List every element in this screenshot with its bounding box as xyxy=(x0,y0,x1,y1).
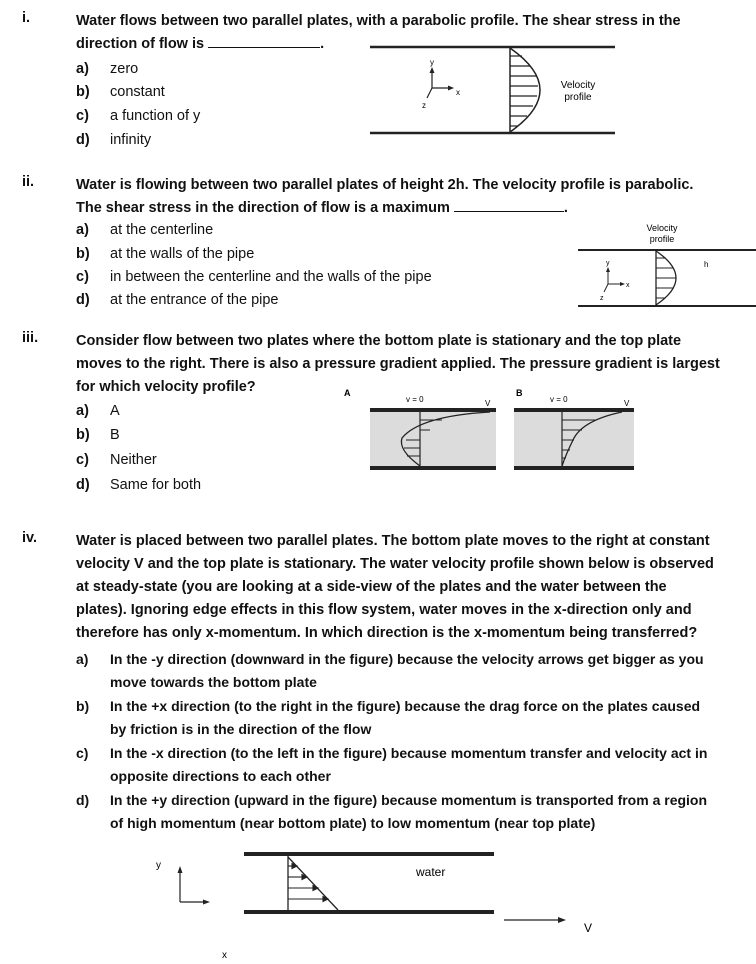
option-a[interactable]: a) zero xyxy=(76,61,139,77)
axes-icon xyxy=(422,58,460,110)
svg-text:y: y xyxy=(606,260,610,267)
option-c[interactable]: c) a function of y xyxy=(76,108,201,124)
parabolic-profile-figure-2 xyxy=(578,222,756,312)
bottom-plate xyxy=(514,466,634,470)
parabolic-profile-curve xyxy=(510,48,540,132)
option-c[interactable]: c) Neither xyxy=(76,452,157,468)
option-b[interactable]: b) at the walls of the pipe xyxy=(76,246,255,262)
question-stem-line: moves to the right. There is also a pressure gradient applied. The pressure gradient is largest xyxy=(76,356,720,372)
svg-text:z: z xyxy=(600,295,604,302)
option-a[interactable]: a) at the centerline xyxy=(76,222,214,238)
svg-text:y: y xyxy=(430,58,434,67)
profile-figure-a xyxy=(340,386,500,486)
answer-blank xyxy=(454,197,564,212)
top-plate xyxy=(514,408,634,412)
question-stem-line: at steady-state (you are looking at a side-view of the plates and the water between the xyxy=(76,579,667,595)
profile-figure-b xyxy=(500,386,640,486)
parabolic-profile-figure xyxy=(370,40,620,138)
velocity-arrows xyxy=(288,864,328,902)
figure-label: profile xyxy=(649,234,675,244)
figure-label: Velocity xyxy=(560,80,596,91)
h-label: h xyxy=(704,260,709,269)
question-stem-line: direction of flow is . xyxy=(76,33,324,55)
v-label: V xyxy=(584,921,593,935)
svg-text:x: x xyxy=(222,950,227,961)
velocity-arrows xyxy=(510,56,538,126)
v-label: V xyxy=(485,399,491,408)
svg-text:x: x xyxy=(626,282,630,289)
question-stem-line: Consider flow between two plates where the bottom plate is stationary and the top plate xyxy=(76,333,682,349)
option-c[interactable]: c) in between the centerline and the walls of the pipe xyxy=(76,269,432,285)
flow-region xyxy=(370,410,496,470)
question-stem-line: Water is placed between two parallel plates. The bottom plate moves to the right at constant xyxy=(76,533,710,549)
v-zero-label: v = 0 xyxy=(550,395,568,404)
bottom-plate xyxy=(370,466,496,470)
answer-blank xyxy=(208,33,320,48)
option-d[interactable]: d) infinity xyxy=(76,132,152,148)
question-number: iv. xyxy=(22,530,38,546)
v-zero-label: v = 0 xyxy=(406,395,424,404)
velocity-arrows xyxy=(656,258,676,298)
question-stem-line: The shear stress in the direction of flow is a maximum . xyxy=(76,197,568,219)
top-plate xyxy=(370,408,496,412)
water-label: water xyxy=(416,865,446,879)
figure-label: Velocity xyxy=(646,223,678,233)
question-number: ii. xyxy=(22,174,35,190)
svg-text:z: z xyxy=(422,101,426,110)
option-b[interactable]: b) B xyxy=(76,427,120,443)
option-d[interactable]: d) at the entrance of the pipe xyxy=(76,292,279,308)
option-b[interactable]: b) constant xyxy=(76,84,165,100)
svg-text:x: x xyxy=(456,88,460,97)
question-number: iii. xyxy=(22,330,39,346)
axes-icon xyxy=(156,860,227,961)
bottom-plate xyxy=(244,910,494,914)
axes-icon xyxy=(600,260,630,302)
question-stem-line: for which velocity profile? xyxy=(76,379,256,395)
figure-label-a: A xyxy=(344,388,351,398)
v-label: V xyxy=(624,399,630,408)
question-number: i. xyxy=(22,10,31,26)
question-stem-line: Water flows between two parallel plates, with a parabolic profile. The shear stress in the xyxy=(76,13,681,29)
option-d[interactable]: d) Same for both xyxy=(76,477,202,493)
figure-label-b: B xyxy=(516,388,523,398)
figure-label: profile xyxy=(564,92,592,103)
question-stem-line: Water is flowing between two parallel plates of height 2h. The velocity profile is parabolic. xyxy=(76,177,694,193)
option-a[interactable]: a) A xyxy=(76,403,120,419)
question-stem-line: velocity V and the top plate is stationary. The water velocity profile shown below is observed xyxy=(76,556,714,572)
couette-flow-figure xyxy=(140,840,620,964)
question-stem-line: therefore has only x-momentum. In which direction is the x-momentum being transferred? xyxy=(76,625,698,641)
question-stem-line: plates). Ignoring edge effects in this flow system, water moves in the x-direction only and xyxy=(76,602,692,618)
velocity-arrowhead xyxy=(558,917,566,923)
top-plate xyxy=(244,852,494,856)
svg-text:y: y xyxy=(156,860,161,871)
